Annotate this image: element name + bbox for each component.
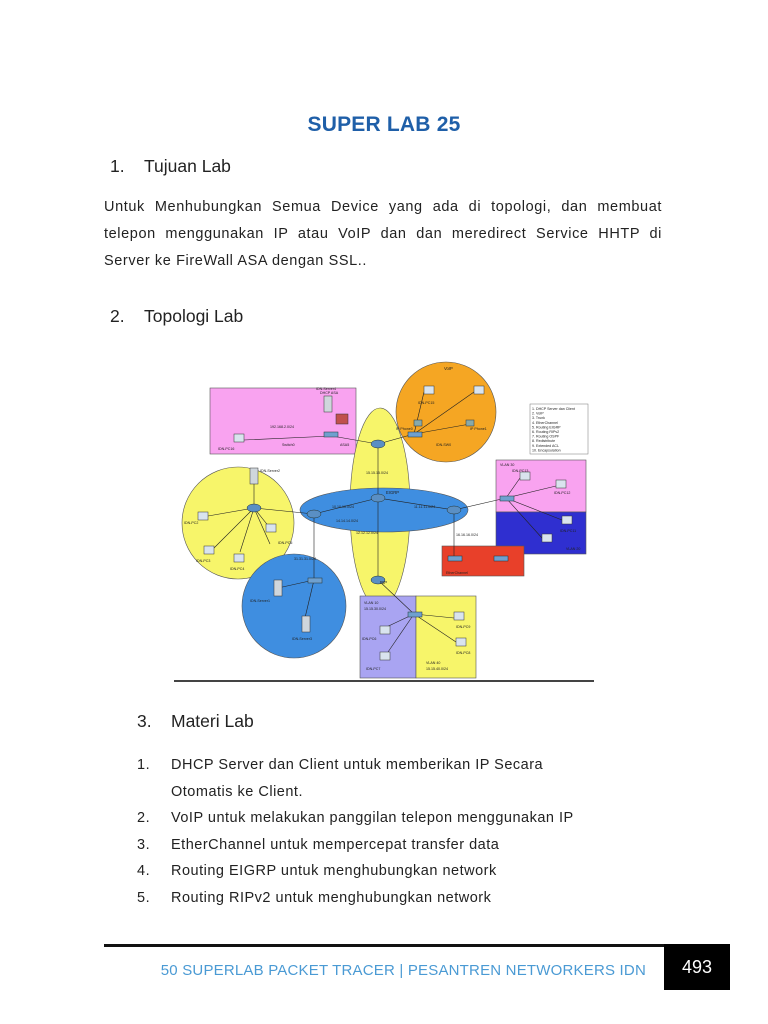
etherchannel-label: EtherChannel bbox=[446, 571, 468, 575]
section-number: 3. bbox=[137, 711, 152, 731]
pc-icon bbox=[380, 652, 390, 660]
legend-entry: 9. Extended ACL bbox=[532, 443, 559, 448]
legend-entry: 3. Trunk bbox=[532, 416, 545, 421]
purpose-paragraph: Untuk Menhubungkan Semua Device yang ada di topologi, dan membuat telepon menggunakan IP atau VoIP dan dan meredirect Service HHTP di Server ke FireWall ASA dengan SSL.. bbox=[104, 199, 662, 269]
pc-icon bbox=[424, 386, 434, 394]
legend-entry: 10. Encapsulation bbox=[532, 448, 561, 453]
pc6-label: IDN-PC6 bbox=[362, 637, 377, 641]
list-number: 2. bbox=[137, 810, 151, 826]
zone-voip bbox=[396, 362, 496, 462]
eigrp-label: EIGRP bbox=[386, 490, 400, 495]
section-label: Materi Lab bbox=[171, 711, 254, 731]
zone-servers bbox=[242, 554, 346, 658]
router-icon bbox=[307, 510, 321, 518]
server-icon bbox=[250, 468, 258, 484]
list-number: 3. bbox=[137, 836, 151, 853]
section-number: 1. bbox=[110, 156, 125, 176]
legend-entry: 6. Routing RIPv2 bbox=[532, 430, 560, 434]
net3-label: 11.11.11.0/24 bbox=[414, 505, 436, 509]
list-item bbox=[137, 752, 657, 805]
rip-label: RIP bbox=[380, 580, 387, 585]
page-title: SUPER LAB 25 bbox=[307, 113, 461, 136]
legend-entry: 7. Routing OSPF bbox=[532, 434, 560, 439]
legend-entry: 1. DHCP Server dan Client bbox=[532, 407, 575, 411]
net4-label: 14.14.14.0/24 bbox=[336, 519, 358, 523]
server4-label: IDN-Server4 bbox=[316, 387, 336, 391]
list-number: 4. bbox=[137, 863, 151, 879]
net7-label: 15.15.30.0/24 bbox=[364, 607, 386, 611]
switch-icon bbox=[494, 556, 508, 561]
router-icon bbox=[371, 494, 385, 502]
footer-title: 50 SUPERLAB PACKET TRACER | PESANTREN NETWORKERS IDN bbox=[160, 962, 646, 979]
router-icon bbox=[447, 506, 461, 514]
list-number: 1. bbox=[137, 757, 151, 773]
phone0-label: IP Phone0 bbox=[396, 427, 413, 431]
phone-icon bbox=[414, 420, 422, 426]
legend-entry: 4. EtherChannel bbox=[532, 420, 558, 425]
switch-icon bbox=[500, 496, 514, 501]
pc2-label: IDN-PC2 bbox=[184, 521, 199, 525]
switch-icon bbox=[408, 432, 422, 437]
vlan10-label: VLAN 10 bbox=[364, 601, 379, 605]
legend-entry: 5. Routing EIGRP bbox=[532, 425, 561, 430]
pc7-label: IDN-PC7 bbox=[366, 667, 381, 671]
list-item bbox=[137, 805, 657, 832]
server-icon bbox=[324, 396, 332, 412]
server-icon bbox=[302, 616, 310, 632]
topology-figure bbox=[174, 348, 594, 682]
pc-icon bbox=[454, 612, 464, 620]
list-number: 5. bbox=[137, 889, 151, 906]
pc-icon bbox=[198, 512, 208, 520]
pc-icon bbox=[542, 534, 552, 542]
section-heading-topology bbox=[110, 306, 243, 327]
zone-vlan40 bbox=[416, 596, 476, 678]
pc16-label: IDN-PC16 bbox=[218, 447, 235, 451]
switch-icon bbox=[408, 612, 422, 617]
list-item bbox=[137, 832, 657, 859]
zone-eigrp bbox=[300, 488, 468, 532]
pc-icon bbox=[474, 386, 484, 394]
asa-label: ASA5 bbox=[340, 443, 350, 447]
net8-label: 15.15.40.0/24 bbox=[426, 667, 448, 671]
list-text: Routing EIGRP untuk menghubungkan network bbox=[171, 863, 497, 879]
zone-vlan30 bbox=[496, 460, 586, 512]
pc-icon bbox=[234, 434, 244, 442]
phone-icon bbox=[466, 420, 474, 426]
router-icon bbox=[247, 504, 261, 512]
list-text: EtherChannel untuk mempercepat transfer data bbox=[171, 836, 500, 853]
pc3-label: IDN-PC3 bbox=[196, 559, 211, 563]
net10-label: 16.16.16.0/24 bbox=[456, 533, 478, 537]
server1-label: IDN-Server1 bbox=[250, 599, 270, 603]
section-heading-materials bbox=[137, 711, 254, 732]
net5-label: 12.12.12.0/24 bbox=[356, 531, 378, 535]
server2-label: IDN-Server2 bbox=[260, 469, 280, 473]
pc-icon bbox=[266, 524, 276, 532]
switch-icon bbox=[324, 432, 338, 437]
vlan30-label: VLAN 30 bbox=[500, 463, 515, 467]
pc12-label: IDN-PC12 bbox=[554, 491, 571, 495]
page-number: 493 bbox=[664, 944, 730, 990]
section-number: 2. bbox=[110, 306, 125, 326]
voip-label: VoIP bbox=[444, 366, 453, 371]
footer-rule bbox=[104, 944, 664, 947]
pc15-label: IDN-PC15 bbox=[418, 401, 435, 405]
pc-icon bbox=[556, 480, 566, 488]
asa-dhcp-label: DHCP ASA bbox=[320, 391, 339, 395]
phone1-label: IP Phone1 bbox=[470, 427, 487, 431]
pc-icon bbox=[234, 554, 244, 562]
net1-label: 15.15.15.0/24 bbox=[366, 471, 388, 475]
vlan20-label: VLAN 20 bbox=[566, 547, 581, 551]
legend-entry: 8. Redistribute bbox=[532, 439, 556, 444]
net2-label: 10.10.10.0/24 bbox=[332, 505, 354, 509]
pc11-label: IDN-PC11 bbox=[560, 529, 577, 533]
pc-icon bbox=[204, 546, 214, 554]
topology-diagram bbox=[174, 348, 594, 682]
list-item bbox=[137, 885, 657, 912]
figure-baseline bbox=[174, 680, 594, 682]
section-label: Tujuan Lab bbox=[144, 156, 231, 176]
pc-icon bbox=[562, 516, 572, 524]
pc-icon bbox=[380, 626, 390, 634]
switch-icon bbox=[448, 556, 462, 561]
legend-entry: 2. VoIP bbox=[532, 411, 544, 416]
switch-icon bbox=[308, 578, 322, 583]
firewall-icon bbox=[336, 414, 348, 424]
server-icon bbox=[274, 580, 282, 596]
switch-label: Switch0 bbox=[282, 443, 295, 447]
materials-list bbox=[137, 752, 657, 911]
list-text: Otomatis ke Client. bbox=[171, 783, 303, 800]
list-text: VoIP untuk melakukan panggilan telepon menggunakan IP bbox=[171, 810, 574, 826]
router-icon bbox=[371, 440, 385, 448]
pc-icon bbox=[520, 472, 530, 480]
list-text: DHCP Server dan Client untuk memberikan IP Secara bbox=[171, 757, 544, 773]
list-text: Routing RIPv2 untuk menghubungkan network bbox=[171, 889, 492, 906]
list-item bbox=[137, 858, 657, 885]
vlan40-label: VLAN 40 bbox=[426, 661, 441, 665]
asa-net-label: 192.168.2.0/24 bbox=[270, 425, 294, 429]
section-label: Topologi Lab bbox=[144, 306, 244, 326]
pc4-label: IDN-PC4 bbox=[230, 567, 245, 571]
net6-label: 31.31.31.0/24 bbox=[294, 557, 316, 561]
pc8-label: IDN-PC8 bbox=[456, 651, 471, 655]
server3-label: IDN-Server3 bbox=[292, 637, 312, 641]
pc9-label: IDN-PC9 bbox=[456, 625, 471, 629]
sw-voip-label: IDN-SW0 bbox=[436, 443, 452, 447]
section-heading-purpose bbox=[110, 156, 231, 177]
pc-icon bbox=[456, 638, 466, 646]
pc5-label: IDN-PC5 bbox=[278, 541, 293, 545]
pc13-label: IDN-PC13 bbox=[512, 469, 529, 473]
